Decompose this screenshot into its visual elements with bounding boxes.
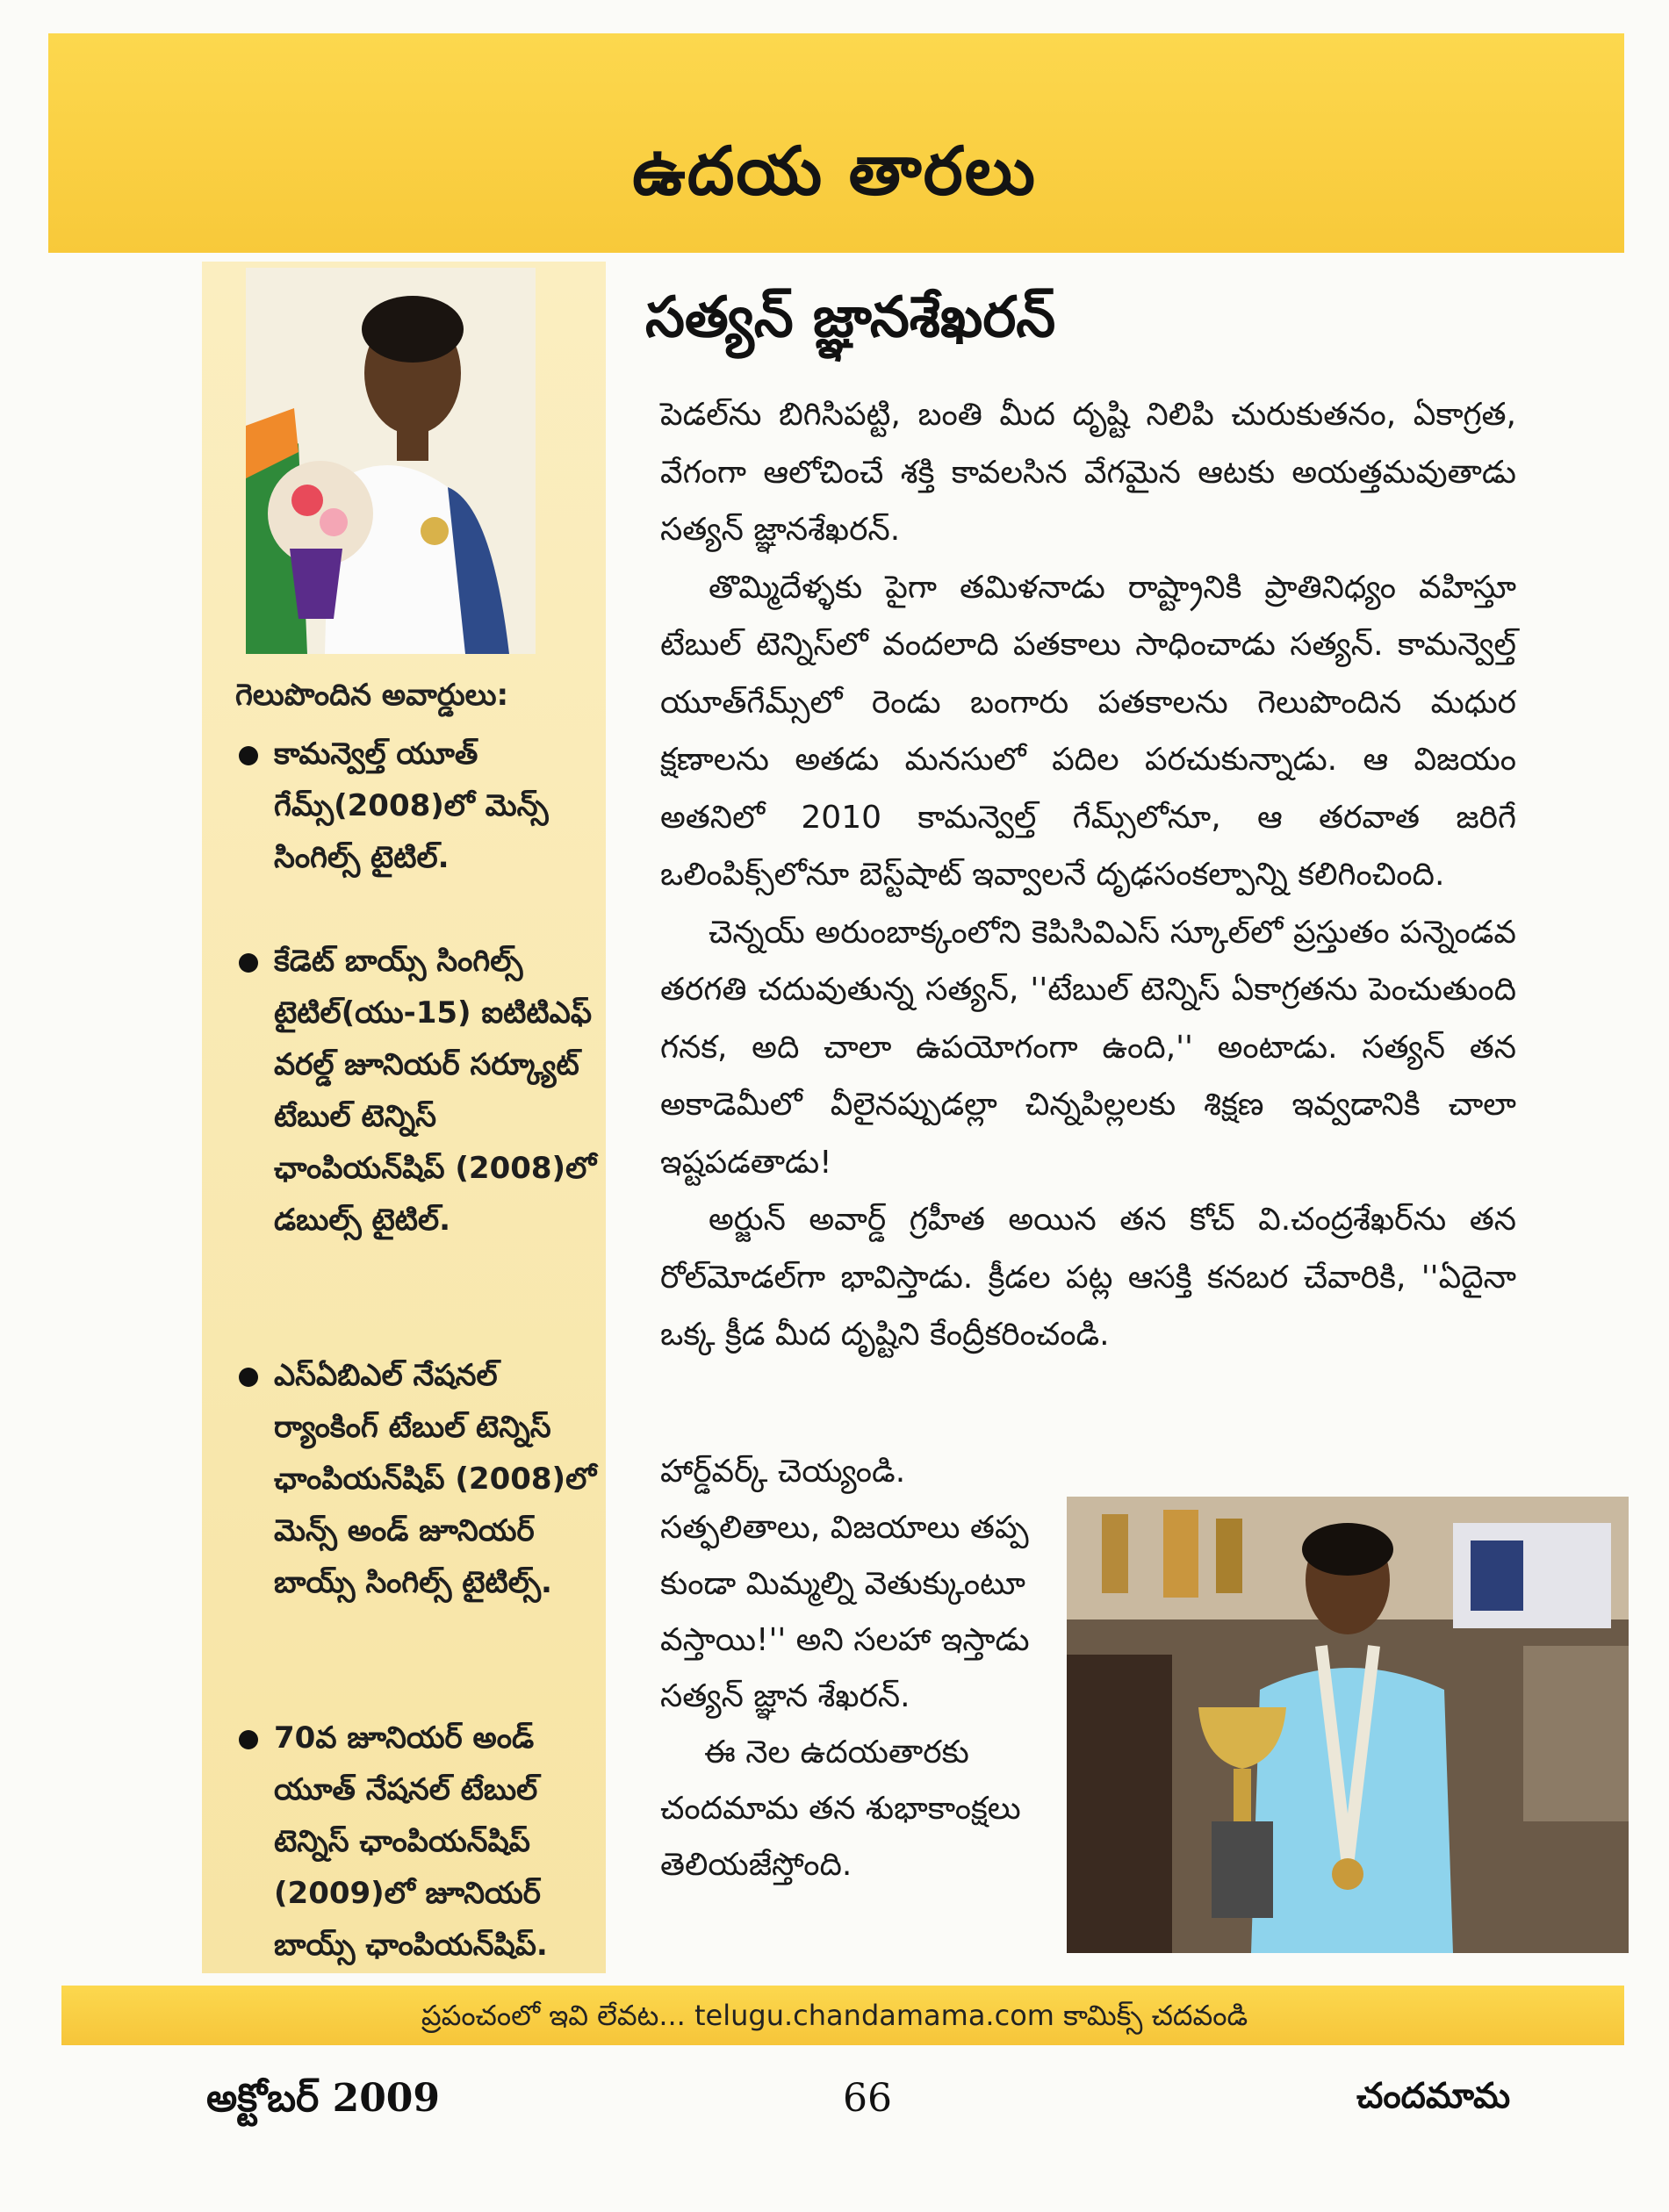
award-text: ఎస్ఏబిఎల్ నేషనల్ ర్యాంకింగ్ టేబుల్ టెన్నిస్ ఛాంపియన్‌షిప్ (2008)లో మెన్స్ అండ్ జూనియర్ బాయ్స్ సింగిల్స్ టైటిల్స్.: [274, 1358, 597, 1600]
award-text: కామన్వెల్త్ యూత్ గేమ్స్(2008)లో మెన్స్ సింగిల్స్ టైటిల్.: [274, 736, 549, 875]
award-item: [228, 1713, 606, 1971]
award-text: 70వ జూనియర్ అండ్ యూత్ నేషనల్ టేబుల్ టెన్నిస్ ఛాంపియన్‌షిప్ (2009)లో జూనియర్ బాయ్స్ ఛాంపియన్‌షిప్.: [274, 1720, 548, 1963]
issue-date: అక్టోబర్ 2009: [206, 2076, 441, 2121]
award-item: [228, 936, 606, 1350]
award-item: [228, 729, 606, 936]
article-paragraph: ఈ నెల ఉదయతారకు చందమామ తన శుభాకాంక్షలు తెలియజేస్తోంది.: [660, 1734, 1021, 1883]
trophy-photo: [1067, 1497, 1629, 1953]
article-paragraph: చెన్నయ్ అరుంబాక్కంలోని కెపిసివిఎస్ స్కూల్‌లో ప్రస్తుతం పన్నెండవ తరగతి చదువుతున్న సత్యన్, ''టేబుల్ టెన్నిస్ ఏకాగ్రతను పెంచుతుంది గనక, అది చాలా ఉపయోగంగా ఉంది,'' అంటాడు. సత్యన్ తన అకాడెమీలో వీలైనప్పుడల్లా చిన్నపిల్లలకు శిక్షణ ఇవ్వడానికి చాలా ఇష్టపడతాడు!: [660, 914, 1516, 1181]
award-text: కేడెట్ బాయ్స్ సింగిల్స్ టైటిల్(యు-15) ఐటిటిఎఫ్ వరల్డ్ జూనియర్ సర్క్యూట్ టేబుల్ టెన్నిస్ ఛాంపియన్‌షిప్ (2008)లో డబుల్స్ టైటిల్.: [274, 944, 597, 1238]
awards-list: [228, 729, 606, 1971]
bullet-icon: [239, 953, 258, 973]
awards-heading: గెలుపొందిన అవార్డులు:: [235, 678, 509, 713]
article-paragraph: అర్జున్ అవార్డ్ గ్రహీత అయిన తన కోచ్ వి.చంద్రశేఖర్‌ను తన రోల్‌మోడల్‌గా భావిస్తాడు. క్రీడల పట్ల ఆసక్తి కనబర చేవారికి, ''ఏదైనా ఒక్క క్రీడ మీద దృష్టిని కేంద్రీకరించండి.: [660, 1202, 1516, 1353]
article-paragraph: పెడల్‌ను బిగిసిపట్టి, బంతి మీద దృష్టి నిలిపి చురుకుతనం, ఏకాగ్రత, వేగంగా ఆలోచించే శక్తి కావలసిన వేగమైన ఆటకు అయత్తమవుతాడు సత్యన్ జ్ఞానశేఖరన్.: [660, 397, 1516, 548]
award-item: [228, 1350, 606, 1713]
bullet-icon: [239, 1368, 258, 1387]
article-paragraph: హార్డ్‌వర్క్ చెయ్యండి. సత్ఫలితాలు, విజయాలు తప్ప కుండా మిమ్మల్ని వెతుక్కుంటూ వస్తాయి!'' అని సలహా ఇస్తాడు సత్యన్ జ్ఞాన శేఖరన్.: [660, 1454, 1030, 1714]
article-title: సత్యన్ జ్ఞానశేఖరన్: [645, 285, 1056, 350]
page-number: 66: [843, 2076, 892, 2121]
article-paragraph: తొమ్మిదేళ్ళకు పైగా తమిళనాడు రాష్ట్రానికి ప్రాతినిధ్యం వహిస్తూ టేబుల్ టెన్నిస్‌లో వందలాది పతకాలు సాధించాడు సత్యన్. కామన్వెల్త్ యూత్‌గేమ్స్‌లో రెండు బంగారు పతకాలను గెలుపొందిన మధుర క్షణాలను అతడు మనసులో పదిల పరచుకున్నాడు. ఆ విజయం అతనిలో 2010 కామన్వెల్త్ గేమ్స్‌లోనూ, ఆ తరవాత జరిగే ఒలింపిక్స్‌లోనూ బెస్ట్‌షాట్ ఇవ్వాలనే దృఢసంకల్పాన్ని కలిగించింది.: [660, 569, 1516, 893]
bullet-icon: [239, 1730, 258, 1749]
article-body: [660, 386, 1516, 1364]
footer-promo: ప్రపంచంలో ఇవి లేవట... telugu.chandamama.com కామిక్స్ చదవండి: [421, 1999, 1248, 2032]
magazine-name: చందమామ: [1356, 2076, 1511, 2116]
portrait-photo: [246, 268, 536, 654]
article-body-narrow: [660, 1444, 1038, 1893]
bullet-icon: [239, 746, 258, 765]
section-title: ఉదయ తారలు: [632, 132, 1037, 210]
